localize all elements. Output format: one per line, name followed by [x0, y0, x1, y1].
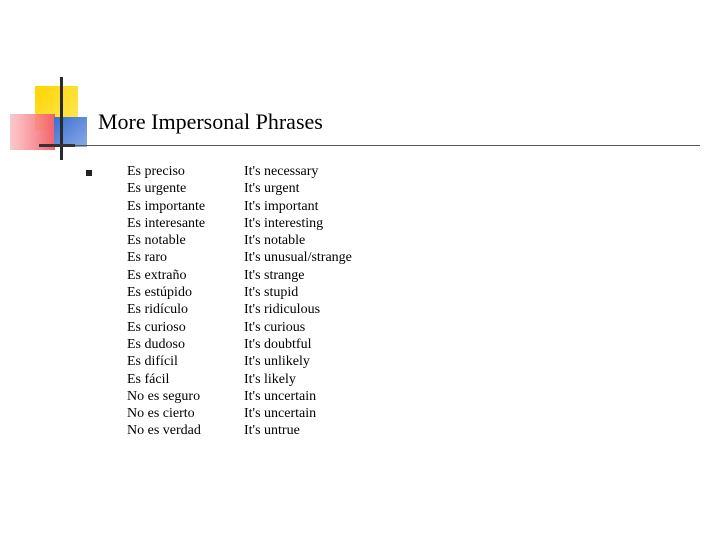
slide-title: More Impersonal Phrases: [98, 109, 323, 134]
title-underline-accent: [39, 144, 75, 147]
spanish-phrase: Es difícil: [127, 354, 178, 370]
vertical-rule: [60, 77, 63, 160]
english-translation: It's urgent: [244, 181, 300, 197]
english-translation: It's unusual/strange: [244, 250, 352, 266]
english-translation-list: [244, 163, 352, 440]
english-translation: It's uncertain: [244, 388, 317, 404]
spanish-phrase: Es curioso: [127, 319, 186, 335]
english-translation: It's strange: [244, 267, 305, 283]
spanish-phrase: No es cierto: [127, 406, 195, 422]
spanish-phrase: No es seguro: [127, 388, 201, 404]
spanish-phrase: Es interesante: [127, 215, 206, 231]
english-translation: It's unlikely: [244, 354, 310, 370]
english-translation: It's notable: [244, 233, 306, 249]
title-underline: [39, 145, 700, 146]
square-bullet-icon: [86, 170, 92, 176]
spanish-phrase: Es estúpido: [127, 285, 192, 301]
spanish-phrase: Es preciso: [127, 164, 185, 179]
spanish-phrase: Es fácil: [127, 371, 170, 387]
english-translation: It's untrue: [244, 423, 300, 439]
spanish-phrase: Es ridículo: [127, 302, 189, 318]
spanish-phrase: Es urgente: [127, 181, 187, 197]
english-translation: It's doubtful: [244, 336, 312, 352]
spanish-phrase: Es extraño: [127, 267, 187, 283]
english-translation: It's important: [244, 198, 319, 214]
english-translation: It's necessary: [244, 164, 319, 179]
spanish-phrase: Es notable: [127, 233, 186, 249]
english-translation: It's likely: [244, 371, 296, 387]
english-translation: It's stupid: [244, 285, 299, 301]
english-translation: It's ridiculous: [244, 302, 321, 318]
english-translation: It's curious: [244, 319, 306, 335]
spanish-phrase: Es raro: [127, 250, 168, 266]
blue-square-decoration: [54, 117, 87, 147]
spanish-phrase: Es importante: [127, 198, 206, 214]
spanish-phrase: Es dudoso: [127, 336, 185, 352]
english-translation: It's interesting: [244, 215, 324, 231]
spanish-phrase-list: [127, 163, 205, 440]
spanish-phrase: No es verdad: [127, 423, 201, 439]
english-translation: It's uncertain: [244, 406, 317, 422]
